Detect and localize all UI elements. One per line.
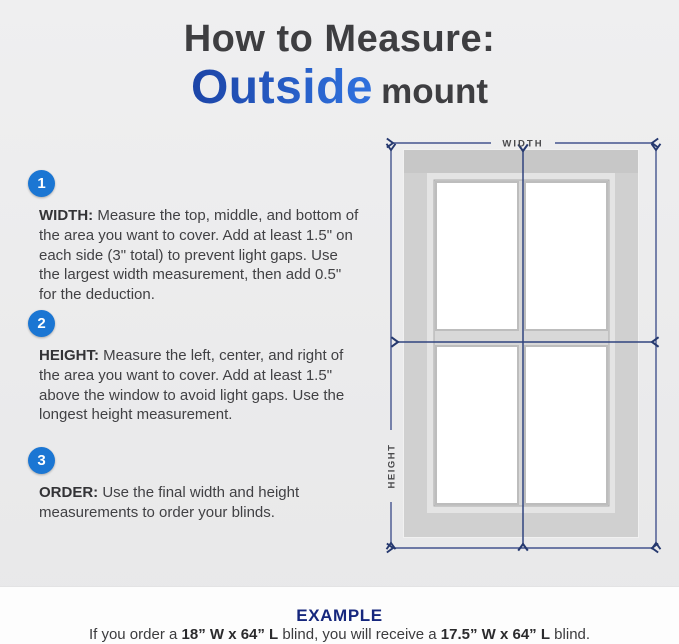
page-subtitle [0,61,679,114]
width-label: WIDTH [502,138,544,150]
step-2-badge: 2 [28,310,55,337]
height-label: HEIGHT [386,443,398,489]
subtitle-highlight: Outside [190,61,374,114]
window-illustration [403,149,639,538]
step-3-body: Use the final width and height measurements to order your blinds. [39,484,300,521]
glass-pane-bottom-right [525,346,607,504]
glass-pane-top-right [525,182,607,330]
window-head-band [404,150,638,173]
example-section [0,586,679,644]
example-received-size: 17.5” W x 64” L [440,626,551,643]
step-3-label: ORDER: [39,484,99,501]
subtitle-suffix: mount [381,72,489,111]
step-width [28,170,362,305]
example-prefix: If you order a [88,626,182,643]
example-suffix: blind. [550,626,591,643]
step-height [28,310,362,425]
glass-pane-top-left [436,182,518,330]
step-1-badge: 1 [28,170,55,197]
step-2-body: Measure the left, center, and right of the area you want to cover. Add at least 1.5" above the window to avoid light gaps. Use the longest height measurement. [39,347,345,424]
example-middle: blind, you will receive a [278,626,441,643]
step-2-label: HEIGHT: [39,347,99,364]
example-ordered-size: 18” W x 64” L [181,626,279,643]
step-1-label: WIDTH: [39,207,94,224]
example-sentence [0,627,679,644]
example-heading: EXAMPLE [296,606,383,625]
page-title: How to Measure: [183,18,496,60]
step-3-badge: 3 [28,447,55,474]
step-2-text [39,346,361,425]
window-measurement-diagram [375,128,667,560]
step-3-text [39,483,361,523]
step-1-body: Measure the top, middle, and bottom of the area you want to cover. Add at least 1.5" on each side (3" total) to prevent light gaps. Use the largest width measurement, then add 0.5" for the deduction. [39,207,359,304]
glass-pane-bottom-left [436,346,518,504]
header [0,20,679,112]
step-order [28,447,362,523]
step-1-text [39,206,361,305]
